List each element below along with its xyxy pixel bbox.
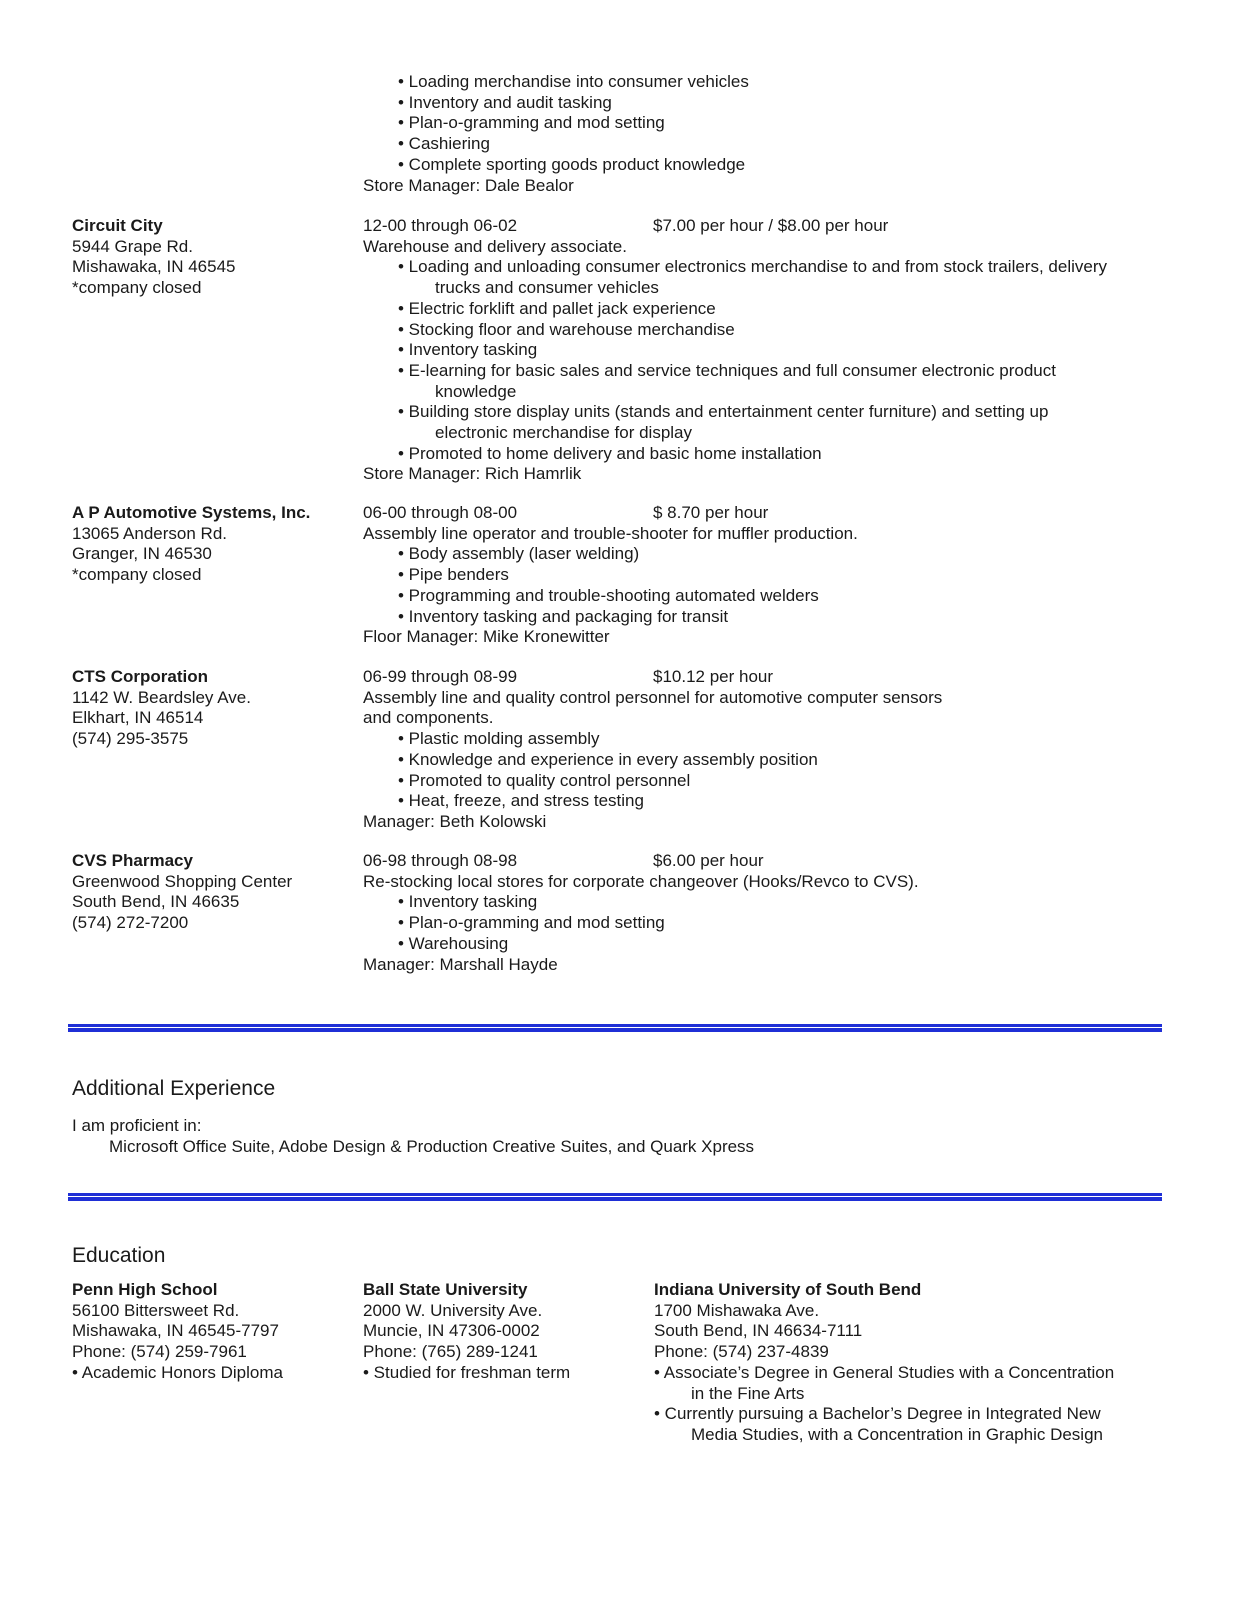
job-dates: 06-98 through 08-98 xyxy=(363,851,518,870)
school-phone: Phone: (574) 259-7961 xyxy=(72,1342,247,1362)
employer-address-line: 5944 Grape Rd. xyxy=(72,236,193,256)
bullet-item: • Inventory and audit tasking xyxy=(398,92,612,112)
job-dates: 06-99 through 08-99 xyxy=(363,667,518,686)
school-address-line: Mishawaka, IN 46545-7797 xyxy=(72,1321,279,1341)
job-description: Re-stocking local stores for corporate changeover (Hooks/Revco to CVS). xyxy=(363,871,919,891)
employer-address-line: Greenwood Shopping Center xyxy=(72,871,293,891)
employer-name: CTS Corporation xyxy=(72,667,208,686)
school-address-line: 1700 Mishawaka Ave. xyxy=(654,1300,820,1320)
employer-address-line: *company closed xyxy=(72,565,202,585)
bullet-item: • Heat, freeze, and stress testing xyxy=(398,791,644,811)
school-block xyxy=(654,1280,1114,1446)
employer-block xyxy=(72,667,251,750)
bullet-continuation: electronic merchandise for display xyxy=(435,423,693,443)
bullet-item: • Knowledge and experience in every assembly position xyxy=(398,749,818,769)
bullet-continuation: in the Fine Arts xyxy=(691,1383,805,1403)
bullet-continuation: Media Studies, with a Concentration in Graphic Design xyxy=(691,1424,1103,1444)
bullet-item: • Plan-o-gramming and mod setting xyxy=(398,913,665,933)
employer-address-line: South Bend, IN 46635 xyxy=(72,892,240,912)
job-description: Assembly line operator and trouble-shooter for muffler production. xyxy=(363,523,858,543)
employer-block xyxy=(72,216,235,299)
section-heading-education: Education xyxy=(72,1244,166,1267)
employer-address-line: Granger, IN 46530 xyxy=(72,544,212,564)
job-manager: Store Manager: Rich Hamrlik xyxy=(363,464,582,484)
employer-address-line: Mishawaka, IN 46545 xyxy=(72,257,236,277)
bullet-item: • Inventory tasking xyxy=(398,340,538,360)
school-name: Penn High School xyxy=(72,1280,218,1299)
bullet-item: • Promoted to home delivery and basic home installation xyxy=(398,443,822,463)
job-details xyxy=(363,851,1183,975)
bullet-item: • Electric forklift and pallet jack experience xyxy=(398,298,716,318)
job-description: and components. xyxy=(363,708,494,728)
job-dates: 12-00 through 06-02 xyxy=(363,216,518,235)
school-block xyxy=(72,1280,283,1384)
bullet-item: • Body assembly (laser welding) xyxy=(398,544,640,564)
bullet-item: • Academic Honors Diploma xyxy=(72,1362,283,1382)
bullet-item: • Promoted to quality control personnel xyxy=(398,770,691,790)
bullet-item: • Plan-o-gramming and mod setting xyxy=(398,113,665,133)
bullet-item: • Programming and trouble-shooting automated welders xyxy=(398,585,819,605)
section-divider xyxy=(68,1193,1162,1201)
bullet-item: • Loading and unloading consumer electronics merchandise to and from stock trailers, delivery xyxy=(398,257,1107,277)
employer-address-line: 13065 Anderson Rd. xyxy=(72,523,228,543)
bullet-item: • Warehousing xyxy=(398,933,509,953)
bullet-item: • Stocking floor and warehouse merchandise xyxy=(398,319,735,339)
skills-list: Microsoft Office Suite, Adobe Design & Production Creative Suites, and Quark Xpress xyxy=(109,1136,755,1156)
bullet-item: • Associate’s Degree in General Studies with a Concentration xyxy=(654,1362,1115,1382)
school-name: Indiana University of South Bend xyxy=(654,1280,922,1299)
employer-name: A P Automotive Systems, Inc. xyxy=(72,503,311,522)
job-description: Warehouse and delivery associate. xyxy=(363,236,627,256)
employer-address-line: *company closed xyxy=(72,278,202,298)
previous-job-manager: Store Manager: Dale Bealor xyxy=(363,176,574,195)
job-dates: 06-00 through 08-00 xyxy=(363,503,518,522)
employer-block xyxy=(72,503,310,586)
school-phone: Phone: (765) 289-1241 xyxy=(363,1342,538,1362)
job-manager: Floor Manager: Mike Kronewitter xyxy=(363,627,610,647)
job-details xyxy=(363,216,1183,485)
job-manager: Manager: Marshall Hayde xyxy=(363,954,558,974)
bullet-item: • Building store display units (stands and entertainment center furniture) and setting up xyxy=(398,402,1049,422)
job-manager: Manager: Beth Kolowski xyxy=(363,811,547,831)
school-name: Ball State University xyxy=(363,1280,528,1299)
bullet-item: • Plastic molding assembly xyxy=(398,729,600,749)
employer-name: CVS Pharmacy xyxy=(72,851,193,870)
employer-address-line: Elkhart, IN 46514 xyxy=(72,708,204,728)
bullet-item: • E-learning for basic sales and service techniques and full consumer electronic product xyxy=(398,360,1056,380)
bullet-item: • Currently pursuing a Bachelor’s Degree in Integrated New xyxy=(654,1404,1101,1424)
school-address-line: Muncie, IN 47306-0002 xyxy=(363,1321,540,1341)
bullet-item: • Complete sporting goods product knowledge xyxy=(398,154,746,174)
school-phone: Phone: (574) 237-4839 xyxy=(654,1342,829,1362)
school-block xyxy=(363,1280,570,1384)
job-pay: $7.00 per hour / $8.00 per hour xyxy=(653,216,889,235)
job-pay: $6.00 per hour xyxy=(653,851,764,870)
employer-phone: (574) 272-7200 xyxy=(72,913,189,933)
employer-name: Circuit City xyxy=(72,216,163,235)
previous-job-bullets xyxy=(398,72,749,176)
bullet-item: • Pipe benders xyxy=(398,565,509,585)
job-pay: $10.12 per hour xyxy=(653,667,774,686)
job-description: Assembly line and quality control personnel for automotive computer sensors xyxy=(363,687,943,707)
bullet-item: • Studied for freshman term xyxy=(363,1362,571,1382)
bullet-item: • Inventory tasking and packaging for transit xyxy=(398,606,729,626)
employer-phone: (574) 295-3575 xyxy=(72,729,189,749)
job-details xyxy=(363,667,1183,833)
bullet-item: • Inventory tasking xyxy=(398,892,538,912)
job-details xyxy=(363,503,1183,648)
section-heading-additional-experience: Additional Experience xyxy=(72,1077,276,1100)
employer-block xyxy=(72,851,292,934)
school-address-line: 2000 W. University Ave. xyxy=(363,1300,543,1320)
bullet-item: • Cashiering xyxy=(398,134,490,154)
bullet-item: • Loading merchandise into consumer vehicles xyxy=(398,72,749,91)
school-address-line: 56100 Bittersweet Rd. xyxy=(72,1300,240,1320)
bullet-continuation: trucks and consumer vehicles xyxy=(435,278,659,298)
employer-address-line: 1142 W. Beardsley Ave. xyxy=(72,687,251,707)
skills-intro: I am proficient in: xyxy=(72,1116,202,1135)
section-divider xyxy=(68,1024,1162,1032)
additional-experience-block xyxy=(72,1116,754,1157)
job-pay: $ 8.70 per hour xyxy=(653,503,769,522)
school-address-line: South Bend, IN 46634-7111 xyxy=(654,1321,863,1341)
bullet-continuation: knowledge xyxy=(435,381,517,401)
